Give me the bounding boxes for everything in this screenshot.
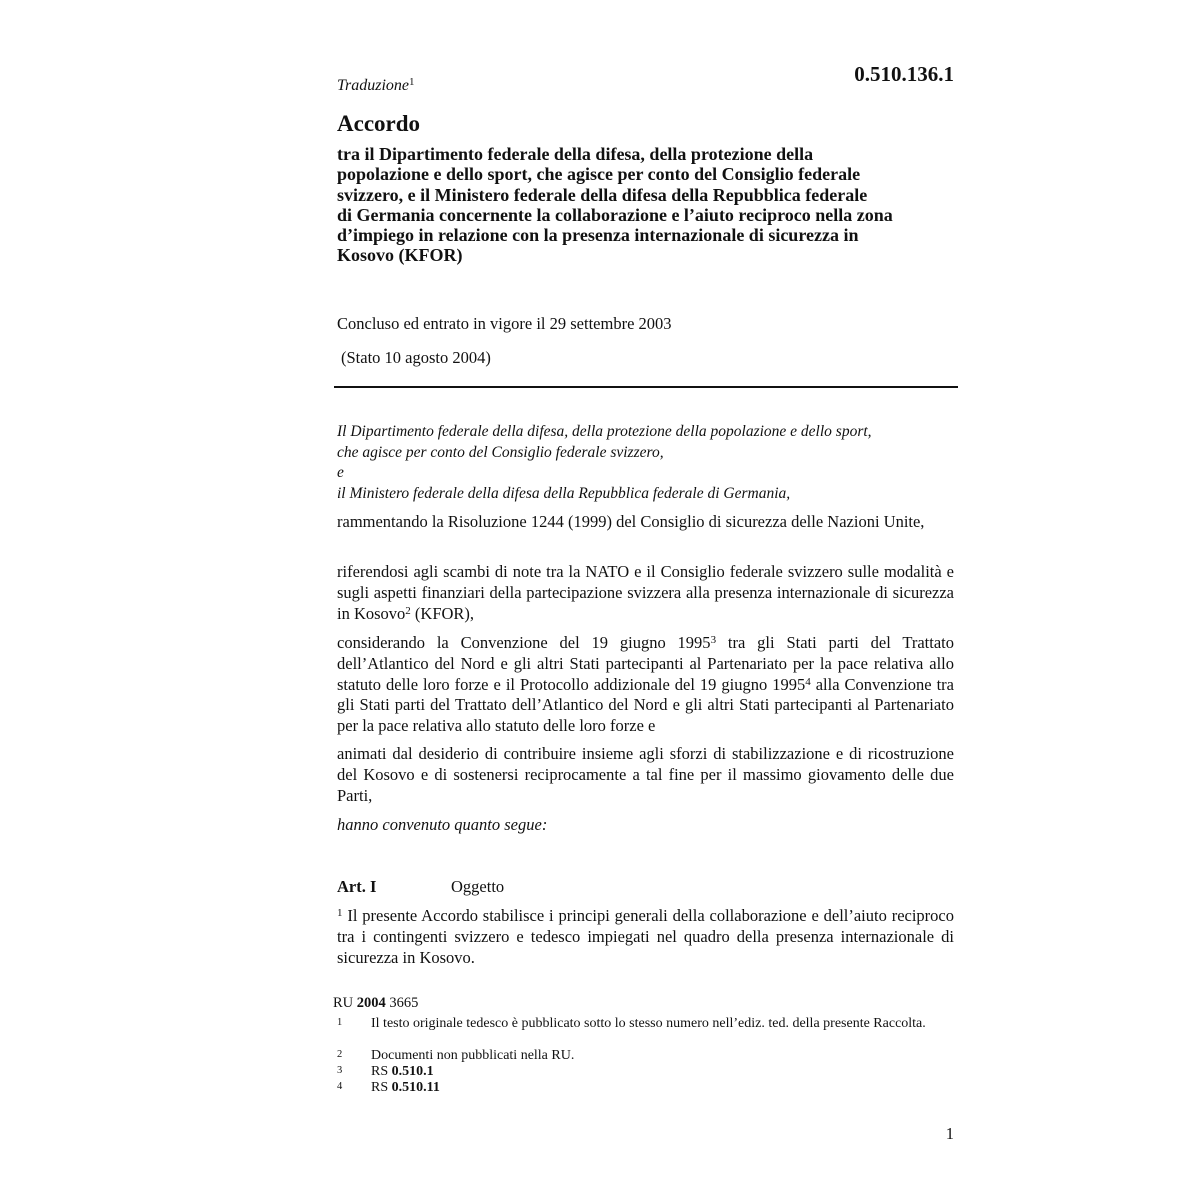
footnote-number: 4 xyxy=(337,1081,343,1092)
ru-reference: RU 2004 3665 xyxy=(333,995,419,1011)
preamble-paragraph-3: considerando la Convenzione del 19 giugno 1995$^3$ tra gli Stati parti del Trattato dell’Atlantico del Nord e gli altri Stati partecipanti al Partenariato per la pace relativa allo statuto delle loro forze e il Protocollo addizionale del 19 giugno 1995$^4$ alla Convenzione tra gli Stati parti del Trattato dell’Atlantico del Nord e gli altri Stati partecipanti al Partenariato per la pace relativa allo statuto delle loro forze e xyxy=(337,633,954,736)
parties-line: e xyxy=(337,464,344,481)
footnote-1 xyxy=(337,1016,957,1047)
preamble-parties xyxy=(337,422,957,504)
subtitle-line: Kosovo (KFOR) xyxy=(337,245,463,266)
preamble-paragraph-2: riferendosi agli scambi di note tra la NATO e il Consiglio federale svizzero sulle modalità e sugli aspetti finanziari della partecipazione svizzera alla presenza internazionale di sicurezza in Kosovo$^2$ (KFOR), xyxy=(337,562,954,623)
preamble-closing: hanno convenuto quanto segue: xyxy=(337,815,548,834)
paragraph-number: 1 xyxy=(337,907,343,919)
parties-line: che agisce per conto del Consiglio federale svizzero, xyxy=(337,443,664,461)
parties-line: il Ministero federale della difesa della Repubblica federale di Germania, xyxy=(337,484,791,502)
concluded-date: Concluso ed entrato in vigore il 29 settembre 2003 xyxy=(337,314,672,333)
subtitle-line: tra il Dipartimento federale della difesa, della protezione della xyxy=(337,144,814,164)
article-title: Oggetto xyxy=(451,877,505,896)
header-divider xyxy=(334,386,958,388)
subtitle-line: d’impiego in relazione con la presenza internazionale di sicurezza in xyxy=(337,225,859,246)
preamble-paragraph-4: animati dal desiderio di contribuire insieme agli sforzi di stabilizzazione e di ricostruzione del Kosovo e di sostenersi reciprocamente a tal fine per il massimo giovamento delle due Parti, xyxy=(337,744,954,805)
subtitle-line: di Germania concernente la collaborazione e l’aiuto reciproco nella zona xyxy=(337,204,893,225)
footnote-text: RS 0.510.1 xyxy=(371,1064,434,1079)
footnote-number: 1 xyxy=(337,1017,343,1028)
document-title: Accordo xyxy=(337,111,421,136)
subtitle-line: svizzero, e il Ministero federale della difesa della Repubblica federale xyxy=(337,184,868,205)
footnote-ref-1[interactable]: 1 xyxy=(409,76,415,88)
subtitle-line: popolazione e dello sport, che agisce per conto del Consiglio federale xyxy=(337,164,861,185)
sr-number: 0.510.136.1 xyxy=(854,62,954,86)
translation-label: Traduzione$^1$ xyxy=(337,76,415,94)
article-number: Art. I xyxy=(337,877,377,896)
status-date: (Stato 10 agosto 2004) xyxy=(341,348,491,367)
parties-line: Il Dipartimento federale della difesa, della protezione della popolazione e dello sport, xyxy=(337,423,872,440)
footnote-text: RS 0.510.11 xyxy=(371,1080,440,1095)
footnote-ref-3[interactable]: 3 xyxy=(710,634,717,646)
footnote-ref-4[interactable]: 4 xyxy=(805,675,811,688)
page-number: 1 xyxy=(945,1124,954,1143)
article-paragraph-1: $^1$ Il presente Accordo stabilisce i principi generali della collaborazione e dell’aiuto reciproco tra i contingenti svizzero e tedesco impiegati nel quadro della presenza internazionale di sicurezza in Kosovo. xyxy=(337,906,954,967)
preamble-paragraph-1: rammentando la Risoluzione 1244 (1999) del Consiglio di sicurezza delle Nazioni Unite, xyxy=(337,512,925,531)
document-subtitle xyxy=(337,144,967,266)
footnote-ref-2[interactable]: 2 xyxy=(405,604,411,617)
footnote-number: 3 xyxy=(337,1065,343,1076)
footnote-number: 2 xyxy=(337,1049,343,1060)
footnote-text: Documenti non pubblicati nella RU. xyxy=(371,1048,575,1063)
footnote-text: Il testo originale tedesco è pubblicato sotto lo stesso numero nell’ediz. ted. della presente Raccolta. xyxy=(371,1016,926,1031)
